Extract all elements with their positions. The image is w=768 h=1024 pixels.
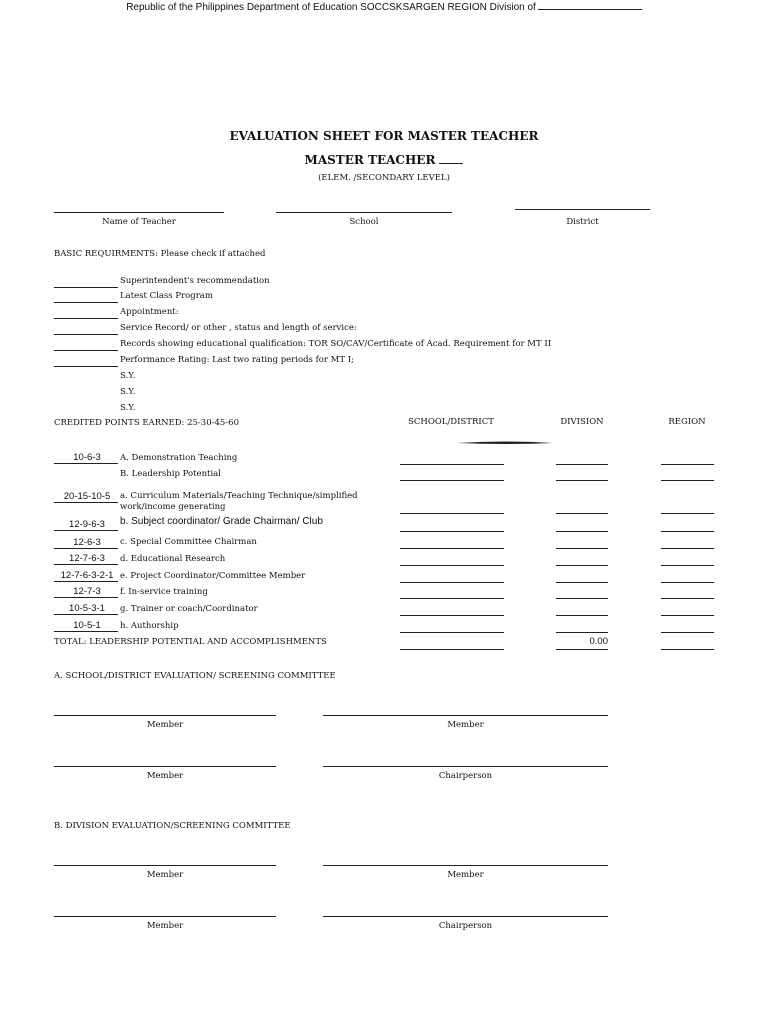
requirement-item: Superintendent's recommendation <box>120 276 270 286</box>
criterion-points-line <box>54 502 118 503</box>
criterion-points: 10-5-1 <box>73 620 101 631</box>
school-district-score-line[interactable] <box>400 513 504 514</box>
region-score-line[interactable] <box>661 582 714 583</box>
criterion-label: a. Curriculum Materials/Teaching Technique/simplified <box>120 491 358 501</box>
school-district-score-line[interactable] <box>400 582 504 583</box>
school-line[interactable] <box>276 212 452 213</box>
school-district-score-line[interactable] <box>400 632 504 633</box>
total-division-value: 0.00 <box>589 636 608 647</box>
document-title: EVALUATION SHEET FOR MASTER TEACHER <box>229 129 539 143</box>
school-district-score-line[interactable] <box>400 548 504 549</box>
signature-role-label: Member <box>447 870 484 880</box>
signature-line[interactable] <box>54 916 276 917</box>
school-district-score-line[interactable] <box>400 480 504 481</box>
region-score-line[interactable] <box>661 632 714 633</box>
criterion-label: c. Special Committee Chairman <box>120 537 257 547</box>
credited-points-heading: CREDITED POINTS EARNED: 25-30-45-60 <box>54 418 239 428</box>
committee-b-heading: B. DIVISION EVALUATION/SCREENING COMMITTEE <box>54 821 291 831</box>
requirement-check-line[interactable] <box>54 366 118 367</box>
division-score-line[interactable] <box>556 480 608 481</box>
basic-requirements-heading: BASIC REQUIRMENTS: Please check if attached <box>54 249 266 259</box>
region-score-line[interactable] <box>661 565 714 566</box>
signature-line[interactable] <box>54 766 276 767</box>
signature-line[interactable] <box>54 865 276 866</box>
requirement-item: Latest Class Program <box>120 291 213 301</box>
header-text: Republic of the Philippines Department of Education SOCCSKSARGEN REGION Division of <box>126 2 536 13</box>
criterion-label: e. Project Coordinator/Committee Member <box>120 571 306 581</box>
criterion-points-line <box>54 581 118 582</box>
region-score-line[interactable] <box>661 548 714 549</box>
requirement-check-line[interactable] <box>54 350 118 351</box>
criterion-label-continued: work/income generating <box>120 502 226 512</box>
division-blank[interactable] <box>538 0 642 10</box>
signature-line[interactable] <box>323 865 608 866</box>
signature-role-label: Chairperson <box>438 771 493 781</box>
school-district-score-line[interactable] <box>400 598 504 599</box>
region-score-line[interactable] <box>661 464 714 465</box>
requirement-item: Performance Rating: Last two rating periods for MT I; <box>120 355 354 365</box>
school-district-score-line[interactable] <box>400 531 504 532</box>
signature-role-label: Member <box>146 921 184 931</box>
school-district-score-line[interactable] <box>400 565 504 566</box>
criterion-label: d. Educational Research <box>120 554 226 564</box>
criterion-points-line <box>54 564 118 565</box>
region-score-line[interactable] <box>661 531 714 532</box>
master-teacher-level-blank[interactable] <box>439 153 463 164</box>
requirement-item: Appointment: <box>120 307 179 317</box>
region-score-line[interactable] <box>661 480 714 481</box>
criterion-points: 12-7-6-3 <box>69 553 105 564</box>
school-district-score-line[interactable] <box>400 615 504 616</box>
division-score-line[interactable] <box>556 548 608 549</box>
criterion-points-line <box>54 530 118 531</box>
school-label: School <box>349 217 379 227</box>
division-score-line[interactable] <box>556 598 608 599</box>
signature-line[interactable] <box>323 916 608 917</box>
column-header-region: REGION <box>668 417 706 427</box>
signature-line[interactable] <box>323 766 608 767</box>
division-score-line[interactable] <box>556 513 608 514</box>
signature-line[interactable] <box>54 715 276 716</box>
criterion-points-line <box>54 614 118 615</box>
requirement-check-line[interactable] <box>54 287 118 288</box>
criterion-points: 12-6-3 <box>73 537 101 548</box>
criterion-points-line <box>54 631 118 632</box>
committee-a-heading: A. SCHOOL/DISTRICT EVALUATION/ SCREENING COMMITTEE <box>54 671 336 681</box>
division-score-line[interactable] <box>556 632 608 633</box>
name-of-teacher-label: Name of Teacher <box>102 217 176 227</box>
criterion-points-line <box>54 548 118 549</box>
signature-role-label: Member <box>447 720 484 730</box>
criterion-label: h. Authorship <box>120 621 179 631</box>
criterion-label: b. Subject coordinator/ Grade Chairman/ Club <box>120 516 323 527</box>
district-line[interactable] <box>515 209 650 210</box>
signature-line[interactable] <box>323 715 608 716</box>
document-subtitle <box>0 153 768 167</box>
requirement-item: Service Record/ or other , status and length of service: <box>120 323 357 333</box>
requirement-check-line[interactable] <box>54 318 118 319</box>
criterion-label: f. In-service training <box>120 587 208 597</box>
name-of-teacher-line[interactable] <box>54 212 224 213</box>
criterion-label: B. Leadership Potential <box>120 469 221 479</box>
page-header <box>0 0 768 13</box>
criterion-label: A. Demonstration Teaching <box>120 453 238 463</box>
sy-label: S.Y. <box>120 371 136 381</box>
signature-role-label: Member <box>146 870 184 880</box>
criterion-points: 12-7-6-3-2-1 <box>60 570 114 581</box>
criterion-points: 10-5-3-1 <box>69 603 105 614</box>
criterion-points: 10-6-3 <box>73 452 101 463</box>
subtitle-text: MASTER TEACHER <box>304 153 436 167</box>
sy-label: S.Y. <box>120 387 136 397</box>
division-score-line[interactable] <box>556 615 608 616</box>
division-score-line[interactable] <box>556 565 608 566</box>
signature-role-label: Member <box>146 720 184 730</box>
criterion-points: 12-9-6-3 <box>69 519 105 530</box>
criterion-label: g. Trainer or coach/Coordinator <box>120 604 258 614</box>
division-score-line[interactable] <box>556 582 608 583</box>
criterion-points: 20-15-10-5 <box>63 491 111 502</box>
requirement-check-line[interactable] <box>54 334 118 335</box>
sy-label: S.Y. <box>120 403 136 413</box>
requirement-check-line[interactable] <box>54 302 118 303</box>
total-region-line[interactable] <box>661 649 714 650</box>
total-division-line[interactable] <box>556 649 608 650</box>
level-text: (ELEM. /SECONDARY LEVEL) <box>318 173 450 183</box>
total-label: TOTAL: LEADERSHIP POTENTIAL AND ACCOMPLISHMENTS <box>54 637 327 647</box>
district-label: District <box>566 217 599 227</box>
column-header-school-district: SCHOOL/DISTRICT <box>408 417 494 427</box>
division-score-line[interactable] <box>556 531 608 532</box>
criterion-points-line <box>54 597 118 598</box>
column-underline-mark <box>456 440 556 446</box>
school-district-score-line[interactable] <box>400 464 504 465</box>
total-school-district-line[interactable] <box>400 649 504 650</box>
region-score-line[interactable] <box>661 598 714 599</box>
signature-role-label: Chairperson <box>438 921 493 931</box>
region-score-line[interactable] <box>661 615 714 616</box>
criterion-points-line <box>54 463 118 464</box>
signature-role-label: Member <box>146 771 184 781</box>
column-header-division: DIVISION <box>560 417 604 427</box>
region-score-line[interactable] <box>661 513 714 514</box>
division-score-line[interactable] <box>556 464 608 465</box>
requirement-item: Records showing educational qualification: TOR SO/CAV/Certificate of Acad. Requirement for MT II <box>120 339 552 349</box>
criterion-points: 12-7-3 <box>73 586 101 597</box>
